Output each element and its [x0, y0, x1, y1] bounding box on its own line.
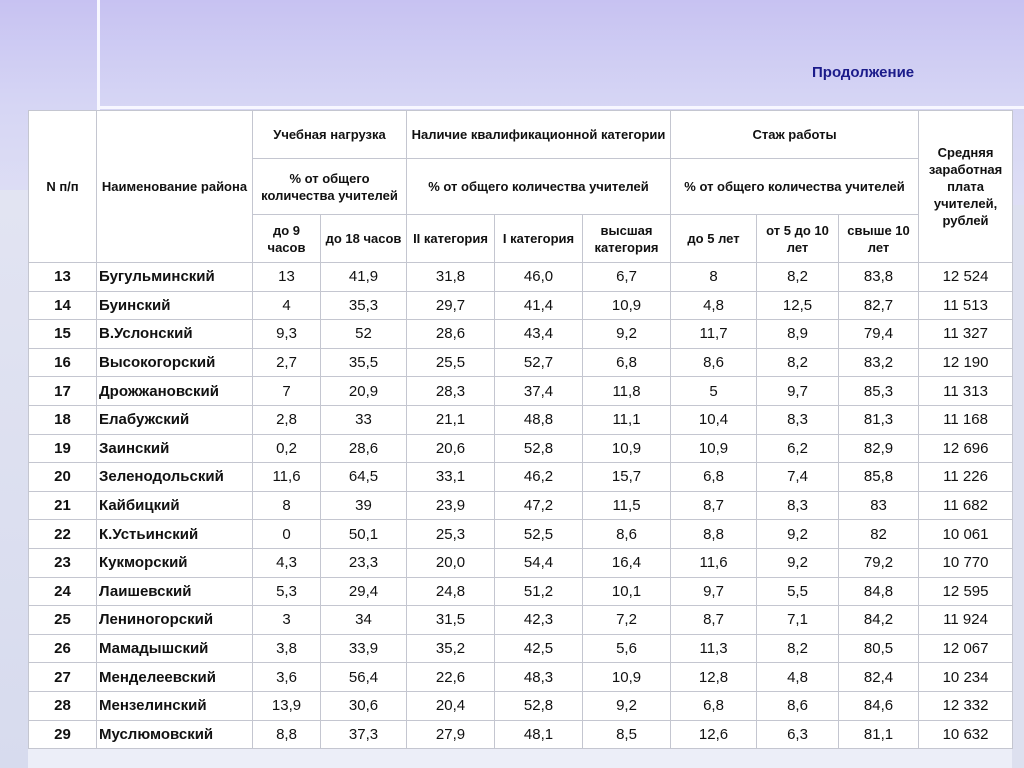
- workload-9h-cell: 13: [253, 263, 321, 292]
- category-highest-cell: 7,2: [583, 606, 671, 635]
- category-2-cell: 24,8: [407, 577, 495, 606]
- category-highest-cell: 10,1: [583, 577, 671, 606]
- experience-over-10-cell: 84,8: [839, 577, 919, 606]
- category-2-cell: 25,5: [407, 348, 495, 377]
- workload-18h-cell: 56,4: [321, 663, 407, 692]
- average-salary-cell: 12 524: [919, 263, 1013, 292]
- average-salary-cell: 11 924: [919, 606, 1013, 635]
- experience-5-10-cell: 8,2: [757, 634, 839, 663]
- header-qualification: Наличие квалификационной категории: [407, 111, 671, 159]
- table-body: [29, 263, 1013, 749]
- workload-9h-cell: 9,3: [253, 320, 321, 349]
- table-row: [29, 405, 1013, 434]
- category-2-cell: 20,4: [407, 691, 495, 720]
- category-2-cell: 31,8: [407, 263, 495, 292]
- row-number-cell: 29: [29, 720, 97, 749]
- background-vertical-line: [97, 0, 100, 112]
- workload-9h-cell: 3,6: [253, 663, 321, 692]
- workload-18h-cell: 35,3: [321, 291, 407, 320]
- row-number-cell: 20: [29, 463, 97, 492]
- category-2-cell: 20,0: [407, 548, 495, 577]
- average-salary-cell: 12 332: [919, 691, 1013, 720]
- category-highest-cell: 11,1: [583, 405, 671, 434]
- average-salary-cell: 11 513: [919, 291, 1013, 320]
- average-salary-cell: 12 595: [919, 577, 1013, 606]
- experience-over-10-cell: 83: [839, 491, 919, 520]
- experience-under-5-cell: 10,9: [671, 434, 757, 463]
- experience-5-10-cell: 8,2: [757, 263, 839, 292]
- district-name-cell: Буинский: [97, 291, 253, 320]
- category-2-cell: 23,9: [407, 491, 495, 520]
- category-highest-cell: 6,8: [583, 348, 671, 377]
- row-number-cell: 15: [29, 320, 97, 349]
- workload-9h-cell: 8: [253, 491, 321, 520]
- workload-18h-cell: 41,9: [321, 263, 407, 292]
- category-1-cell: 52,7: [495, 348, 583, 377]
- table-row: [29, 491, 1013, 520]
- workload-9h-cell: 2,7: [253, 348, 321, 377]
- average-salary-cell: 12 190: [919, 348, 1013, 377]
- category-1-cell: 47,2: [495, 491, 583, 520]
- experience-5-10-cell: 6,3: [757, 720, 839, 749]
- background-right-band: [1012, 205, 1024, 768]
- category-1-cell: 52,5: [495, 520, 583, 549]
- table-row: [29, 434, 1013, 463]
- experience-under-5-cell: 8,7: [671, 491, 757, 520]
- experience-under-5-cell: 9,7: [671, 577, 757, 606]
- header-district: Наименование района: [97, 111, 253, 263]
- row-number-cell: 14: [29, 291, 97, 320]
- workload-9h-cell: 4,3: [253, 548, 321, 577]
- category-highest-cell: 10,9: [583, 663, 671, 692]
- workload-9h-cell: 3: [253, 606, 321, 635]
- district-name-cell: Кайбицкий: [97, 491, 253, 520]
- average-salary-cell: 10 061: [919, 520, 1013, 549]
- experience-over-10-cell: 84,2: [839, 606, 919, 635]
- workload-9h-cell: 2,8: [253, 405, 321, 434]
- experience-5-10-cell: 7,4: [757, 463, 839, 492]
- category-highest-cell: 10,9: [583, 434, 671, 463]
- workload-18h-cell: 64,5: [321, 463, 407, 492]
- workload-18h-cell: 35,5: [321, 348, 407, 377]
- header-num: N п/п: [29, 111, 97, 263]
- category-1-cell: 52,8: [495, 434, 583, 463]
- background-horizontal-line: [97, 106, 1024, 109]
- experience-over-10-cell: 85,3: [839, 377, 919, 406]
- experience-under-5-cell: 8,7: [671, 606, 757, 635]
- category-highest-cell: 9,2: [583, 691, 671, 720]
- category-highest-cell: 8,5: [583, 720, 671, 749]
- workload-18h-cell: 39: [321, 491, 407, 520]
- workload-9h-cell: 8,8: [253, 720, 321, 749]
- average-salary-cell: 11 226: [919, 463, 1013, 492]
- category-1-cell: 51,2: [495, 577, 583, 606]
- category-2-cell: 25,3: [407, 520, 495, 549]
- table-row: [29, 291, 1013, 320]
- teachers-statistics-table: [28, 110, 1013, 749]
- experience-5-10-cell: 8,3: [757, 405, 839, 434]
- experience-under-5-cell: 4,8: [671, 291, 757, 320]
- row-number-cell: 26: [29, 634, 97, 663]
- category-1-cell: 42,5: [495, 634, 583, 663]
- experience-under-5-cell: 8,8: [671, 520, 757, 549]
- workload-18h-cell: 20,9: [321, 377, 407, 406]
- category-highest-cell: 9,2: [583, 320, 671, 349]
- category-1-cell: 42,3: [495, 606, 583, 635]
- workload-9h-cell: 11,6: [253, 463, 321, 492]
- district-name-cell: Зеленодольский: [97, 463, 253, 492]
- experience-5-10-cell: 8,9: [757, 320, 839, 349]
- workload-18h-cell: 33,9: [321, 634, 407, 663]
- category-highest-cell: 15,7: [583, 463, 671, 492]
- category-1-cell: 41,4: [495, 291, 583, 320]
- header-workload: Учебная нагрузка: [253, 111, 407, 159]
- category-highest-cell: 5,6: [583, 634, 671, 663]
- category-2-cell: 29,7: [407, 291, 495, 320]
- category-2-cell: 20,6: [407, 434, 495, 463]
- experience-5-10-cell: 9,2: [757, 548, 839, 577]
- row-number-cell: 18: [29, 405, 97, 434]
- header-qualification-sub: % от общего количества учителей: [407, 159, 671, 215]
- category-1-cell: 48,1: [495, 720, 583, 749]
- row-number-cell: 22: [29, 520, 97, 549]
- header-experience-col: до 5 лет: [671, 215, 757, 263]
- district-name-cell: Заинский: [97, 434, 253, 463]
- category-2-cell: 28,6: [407, 320, 495, 349]
- row-number-cell: 16: [29, 348, 97, 377]
- workload-18h-cell: 30,6: [321, 691, 407, 720]
- experience-over-10-cell: 83,8: [839, 263, 919, 292]
- header-experience: Стаж работы: [671, 111, 919, 159]
- category-2-cell: 22,6: [407, 663, 495, 692]
- workload-9h-cell: 13,9: [253, 691, 321, 720]
- table-row: [29, 606, 1013, 635]
- row-number-cell: 25: [29, 606, 97, 635]
- experience-5-10-cell: 6,2: [757, 434, 839, 463]
- category-2-cell: 21,1: [407, 405, 495, 434]
- experience-over-10-cell: 82: [839, 520, 919, 549]
- experience-over-10-cell: 82,9: [839, 434, 919, 463]
- average-salary-cell: 11 682: [919, 491, 1013, 520]
- workload-18h-cell: 52: [321, 320, 407, 349]
- row-number-cell: 28: [29, 691, 97, 720]
- average-salary-cell: 10 770: [919, 548, 1013, 577]
- table-row: [29, 634, 1013, 663]
- experience-over-10-cell: 79,4: [839, 320, 919, 349]
- header-salary: Средняя заработная плата учителей, рублей: [919, 111, 1013, 263]
- district-name-cell: Бугульминский: [97, 263, 253, 292]
- table-row: [29, 263, 1013, 292]
- average-salary-cell: 11 168: [919, 405, 1013, 434]
- experience-over-10-cell: 80,5: [839, 634, 919, 663]
- header-workload-sub: % от общего количества учителей: [253, 159, 407, 215]
- district-name-cell: К.Устьинский: [97, 520, 253, 549]
- experience-over-10-cell: 79,2: [839, 548, 919, 577]
- experience-5-10-cell: 9,7: [757, 377, 839, 406]
- table-row: [29, 320, 1013, 349]
- experience-under-5-cell: 8,6: [671, 348, 757, 377]
- table-row: [29, 463, 1013, 492]
- district-name-cell: Лаишевский: [97, 577, 253, 606]
- category-highest-cell: 8,6: [583, 520, 671, 549]
- experience-5-10-cell: 12,5: [757, 291, 839, 320]
- experience-under-5-cell: 11,3: [671, 634, 757, 663]
- average-salary-cell: 10 632: [919, 720, 1013, 749]
- header-experience-sub: % от общего количества учителей: [671, 159, 919, 215]
- table-row: [29, 577, 1013, 606]
- category-1-cell: 48,8: [495, 405, 583, 434]
- experience-over-10-cell: 84,6: [839, 691, 919, 720]
- category-2-cell: 31,5: [407, 606, 495, 635]
- category-1-cell: 46,0: [495, 263, 583, 292]
- category-1-cell: 43,4: [495, 320, 583, 349]
- experience-under-5-cell: 11,6: [671, 548, 757, 577]
- table-row: [29, 377, 1013, 406]
- background-left-band: [0, 190, 28, 768]
- category-1-cell: 52,8: [495, 691, 583, 720]
- workload-18h-cell: 29,4: [321, 577, 407, 606]
- experience-over-10-cell: 85,8: [839, 463, 919, 492]
- header-experience-col: от 5 до 10 лет: [757, 215, 839, 263]
- experience-under-5-cell: 12,8: [671, 663, 757, 692]
- header-workload-col: до 9 часов: [253, 215, 321, 263]
- experience-over-10-cell: 82,7: [839, 291, 919, 320]
- row-number-cell: 13: [29, 263, 97, 292]
- row-number-cell: 23: [29, 548, 97, 577]
- category-2-cell: 35,2: [407, 634, 495, 663]
- workload-9h-cell: 4: [253, 291, 321, 320]
- row-number-cell: 19: [29, 434, 97, 463]
- table-row: [29, 348, 1013, 377]
- average-salary-cell: 11 313: [919, 377, 1013, 406]
- district-name-cell: В.Услонский: [97, 320, 253, 349]
- table-row: [29, 520, 1013, 549]
- workload-18h-cell: 37,3: [321, 720, 407, 749]
- continuation-label: Продолжение: [812, 64, 915, 81]
- workload-9h-cell: 5,3: [253, 577, 321, 606]
- district-name-cell: Высокогорский: [97, 348, 253, 377]
- district-name-cell: Дрожжановский: [97, 377, 253, 406]
- average-salary-cell: 11 327: [919, 320, 1013, 349]
- category-highest-cell: 16,4: [583, 548, 671, 577]
- header-experience-col: свыше 10 лет: [839, 215, 919, 263]
- category-highest-cell: 6,7: [583, 263, 671, 292]
- category-highest-cell: 11,5: [583, 491, 671, 520]
- workload-9h-cell: 3,8: [253, 634, 321, 663]
- header-qualification-col: II категория: [407, 215, 495, 263]
- table-row: [29, 720, 1013, 749]
- row-number-cell: 17: [29, 377, 97, 406]
- experience-5-10-cell: 8,2: [757, 348, 839, 377]
- experience-5-10-cell: 7,1: [757, 606, 839, 635]
- category-1-cell: 54,4: [495, 548, 583, 577]
- experience-under-5-cell: 12,6: [671, 720, 757, 749]
- district-name-cell: Мензелинский: [97, 691, 253, 720]
- row-number-cell: 27: [29, 663, 97, 692]
- row-number-cell: 24: [29, 577, 97, 606]
- category-2-cell: 33,1: [407, 463, 495, 492]
- workload-9h-cell: 0,2: [253, 434, 321, 463]
- district-name-cell: Елабужский: [97, 405, 253, 434]
- workload-18h-cell: 28,6: [321, 434, 407, 463]
- district-name-cell: Муслюмовский: [97, 720, 253, 749]
- district-name-cell: Лениногорский: [97, 606, 253, 635]
- workload-18h-cell: 50,1: [321, 520, 407, 549]
- experience-under-5-cell: 8: [671, 263, 757, 292]
- category-2-cell: 28,3: [407, 377, 495, 406]
- workload-18h-cell: 34: [321, 606, 407, 635]
- experience-5-10-cell: 8,6: [757, 691, 839, 720]
- table-row: [29, 691, 1013, 720]
- table-row: [29, 663, 1013, 692]
- average-salary-cell: 10 234: [919, 663, 1013, 692]
- district-name-cell: Мамадышский: [97, 634, 253, 663]
- header-qualification-col: высшая категория: [583, 215, 671, 263]
- workload-18h-cell: 23,3: [321, 548, 407, 577]
- header-qualification-col: I категория: [495, 215, 583, 263]
- district-name-cell: Менделеевский: [97, 663, 253, 692]
- experience-under-5-cell: 6,8: [671, 463, 757, 492]
- experience-over-10-cell: 81,1: [839, 720, 919, 749]
- category-highest-cell: 10,9: [583, 291, 671, 320]
- experience-5-10-cell: 8,3: [757, 491, 839, 520]
- average-salary-cell: 12 067: [919, 634, 1013, 663]
- experience-5-10-cell: 4,8: [757, 663, 839, 692]
- experience-under-5-cell: 10,4: [671, 405, 757, 434]
- category-highest-cell: 11,8: [583, 377, 671, 406]
- category-1-cell: 48,3: [495, 663, 583, 692]
- experience-over-10-cell: 83,2: [839, 348, 919, 377]
- experience-5-10-cell: 9,2: [757, 520, 839, 549]
- experience-over-10-cell: 82,4: [839, 663, 919, 692]
- workload-9h-cell: 0: [253, 520, 321, 549]
- experience-under-5-cell: 11,7: [671, 320, 757, 349]
- district-name-cell: Кукморский: [97, 548, 253, 577]
- category-1-cell: 46,2: [495, 463, 583, 492]
- experience-over-10-cell: 81,3: [839, 405, 919, 434]
- experience-under-5-cell: 6,8: [671, 691, 757, 720]
- header-workload-col: до 18 часов: [321, 215, 407, 263]
- experience-5-10-cell: 5,5: [757, 577, 839, 606]
- workload-9h-cell: 7: [253, 377, 321, 406]
- category-2-cell: 27,9: [407, 720, 495, 749]
- category-1-cell: 37,4: [495, 377, 583, 406]
- average-salary-cell: 12 696: [919, 434, 1013, 463]
- experience-under-5-cell: 5: [671, 377, 757, 406]
- row-number-cell: 21: [29, 491, 97, 520]
- table-row: [29, 548, 1013, 577]
- workload-18h-cell: 33: [321, 405, 407, 434]
